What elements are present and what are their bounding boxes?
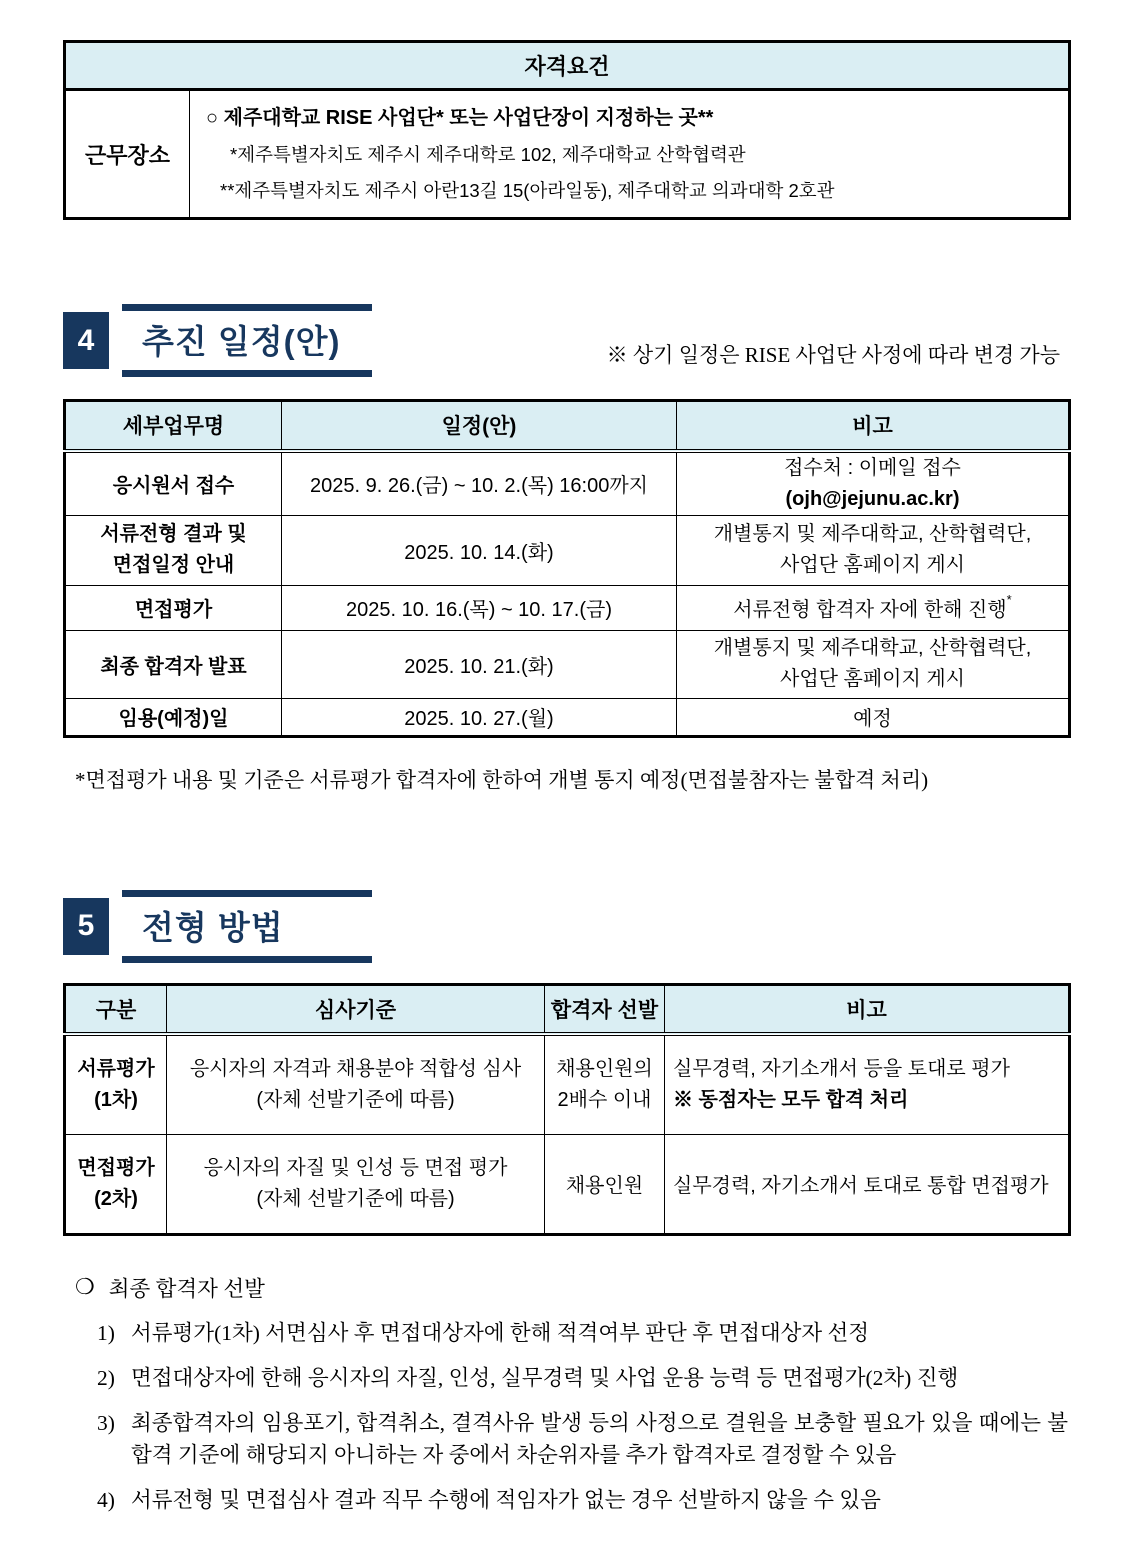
item-text: 최종합격자의 임용포기, 합격취소, 결격사유 발생 등의 사정으로 결원을 보충할 필요가 있을 때에는 불합격 기준에 해당되지 아니하는 자 중에서 차순위자를 추가 합격자로 결정할 수 있음 xyxy=(131,1410,1068,1467)
section-4-heading xyxy=(63,304,1068,377)
cell-selection: 채용인원 xyxy=(545,1134,665,1234)
type-line-1: 면접평가 xyxy=(77,1156,155,1179)
page-content xyxy=(63,40,1068,1516)
cell-criteria xyxy=(167,1134,545,1234)
workplace-row-content xyxy=(190,90,1070,219)
workplace-line-2: *제주특별자치도 제주시 제주대학로 102, 제주대학교 산학협력관 xyxy=(230,144,746,165)
method-col-note: 비고 xyxy=(665,984,1070,1034)
section-5-heading xyxy=(63,890,1068,963)
workplace-line-1: ○ 제주대학교 RISE 사업단* 또는 사업단장이 지정하는 곳** xyxy=(206,107,714,129)
cell-type xyxy=(65,1134,167,1234)
cell-date: 2025. 10. 27.(월) xyxy=(282,698,677,736)
type-line-2: (1차) xyxy=(94,1088,138,1111)
section-4-title: 추진 일정(안) xyxy=(122,304,372,377)
selection-line-1: 채용인원의 xyxy=(556,1057,653,1080)
task-line-2: 면접일정 안내 xyxy=(112,554,235,576)
section-4-number-badge: 4 xyxy=(63,312,109,369)
criteria-line-1: 응시자의 자격과 채용분야 적합성 심사 xyxy=(189,1057,522,1080)
cell-note: 예정 xyxy=(677,698,1070,736)
note-line-1: 접수처 : 이메일 접수 xyxy=(784,456,961,479)
note-line-2: 사업단 홈페이지 게시 xyxy=(780,668,965,690)
cell-note xyxy=(677,451,1070,516)
circle-bullet-icon: ❍ xyxy=(75,1274,95,1299)
section-4-note: ※ 상기 일정은 RISE 사업단 사정에 따라 변경 가능 xyxy=(606,343,1060,367)
cell-task xyxy=(65,515,282,585)
cell-task: 응시원서 접수 xyxy=(65,451,282,516)
document-page xyxy=(0,40,1126,1549)
final-selection-title: 최종 합격자 선발 xyxy=(108,1276,265,1301)
item-number: 1) xyxy=(97,1320,115,1345)
task-line-1: 서류전형 결과 및 xyxy=(100,523,247,545)
cell-criteria xyxy=(167,1034,545,1134)
criteria-line-1: 응시자의 자질 및 인성 등 면접 평가 xyxy=(203,1156,508,1179)
schedule-col-task: 세부업무명 xyxy=(65,401,282,451)
workplace-table-header: 자격요건 xyxy=(65,42,1070,90)
method-col-type: 구분 xyxy=(65,984,167,1034)
cell-type xyxy=(65,1034,167,1134)
type-line-2: (2차) xyxy=(94,1187,138,1210)
schedule-table xyxy=(63,399,1071,738)
list-item xyxy=(97,1484,1068,1516)
list-item xyxy=(97,1317,1068,1349)
cell-task: 임용(예정)일 xyxy=(65,698,282,736)
method-col-selection: 합격자 선발 xyxy=(545,984,665,1034)
section-5-number-badge: 5 xyxy=(63,898,109,955)
method-row-interview xyxy=(65,1134,1070,1234)
cell-date: 2025. 9. 26.(금) ~ 10. 2.(목) 16:00까지 xyxy=(282,451,677,516)
note-asterisk: * xyxy=(1006,592,1012,607)
cell-date: 2025. 10. 16.(목) ~ 10. 17.(금) xyxy=(282,585,677,630)
cell-selection xyxy=(545,1034,665,1134)
list-item xyxy=(97,1407,1068,1471)
note-line-2: ※ 동점자는 모두 합격 처리 xyxy=(673,1088,909,1111)
note-line-1: 실무경력, 자기소개서 등을 토대로 평가 xyxy=(673,1057,1010,1080)
schedule-row-final-result xyxy=(65,630,1070,698)
selection-line-2: 2배수 이내 xyxy=(557,1088,652,1111)
final-selection-title-row xyxy=(63,1272,1068,1303)
schedule-footnote: *면접평가 내용 및 기준은 서류평가 합격자에 한하여 개별 통지 예정(면접불참자는 불합격 처리) xyxy=(75,767,929,792)
workplace-line-3: **제주특별자치도 제주시 아란13길 15(아라일동), 제주대학교 의과대학 2호관 xyxy=(220,180,835,201)
final-selection-items xyxy=(97,1317,1068,1516)
cell-note xyxy=(677,515,1070,585)
workplace-row-label: 근무장소 xyxy=(65,90,190,219)
final-selection-section xyxy=(63,1272,1068,1516)
note-line-1: 개별통지 및 제주대학교, 산학협력단, xyxy=(713,637,1032,659)
schedule-row-document-result xyxy=(65,515,1070,585)
note-line-2: 사업단 홈페이지 게시 xyxy=(780,554,965,576)
cell-note: 실무경력, 자기소개서 토대로 통합 면접평가 xyxy=(665,1134,1070,1234)
schedule-col-date: 일정(안) xyxy=(282,401,677,451)
note-line-1: 개별통지 및 제주대학교, 산학협력단, xyxy=(713,523,1032,545)
cell-date: 2025. 10. 21.(화) xyxy=(282,630,677,698)
method-table xyxy=(63,983,1071,1236)
note-line-email: (ojh@jejunu.ac.kr) xyxy=(785,487,960,510)
cell-date: 2025. 10. 14.(화) xyxy=(282,515,677,585)
item-text: 서류평가(1차) 서면심사 후 면접대상자에 한해 적격여부 판단 후 면접대상자 선정 xyxy=(131,1320,870,1345)
item-number: 4) xyxy=(97,1487,115,1512)
cell-note xyxy=(677,630,1070,698)
cell-task: 최종 합격자 발표 xyxy=(65,630,282,698)
note-text: 서류전형 합격자 자에 한해 진행 xyxy=(733,599,1007,621)
type-line-1: 서류평가 xyxy=(77,1057,155,1080)
schedule-row-appointment xyxy=(65,698,1070,736)
schedule-row-application xyxy=(65,451,1070,516)
method-col-criteria: 심사기준 xyxy=(167,984,545,1034)
item-text: 서류전형 및 면접심사 결과 직무 수행에 적임자가 없는 경우 선발하지 않을 수 있음 xyxy=(131,1487,881,1512)
item-text: 면접대상자에 한해 응시자의 자질, 인성, 실무경력 및 사업 운용 능력 등 면접평가(2차) 진행 xyxy=(131,1365,959,1390)
list-item xyxy=(97,1362,1068,1394)
cell-note xyxy=(665,1034,1070,1134)
cell-task: 면접평가 xyxy=(65,585,282,630)
schedule-col-note: 비고 xyxy=(677,401,1070,451)
criteria-line-2: (자체 선발기준에 따름) xyxy=(256,1088,455,1111)
schedule-row-interview xyxy=(65,585,1070,630)
item-number: 2) xyxy=(97,1365,115,1390)
method-row-document xyxy=(65,1034,1070,1134)
workplace-table xyxy=(63,40,1071,220)
item-number: 3) xyxy=(97,1410,115,1435)
cell-note xyxy=(677,585,1070,630)
section-5-title: 전형 방법 xyxy=(122,890,372,963)
criteria-line-2: (자체 선발기준에 따름) xyxy=(256,1187,455,1210)
